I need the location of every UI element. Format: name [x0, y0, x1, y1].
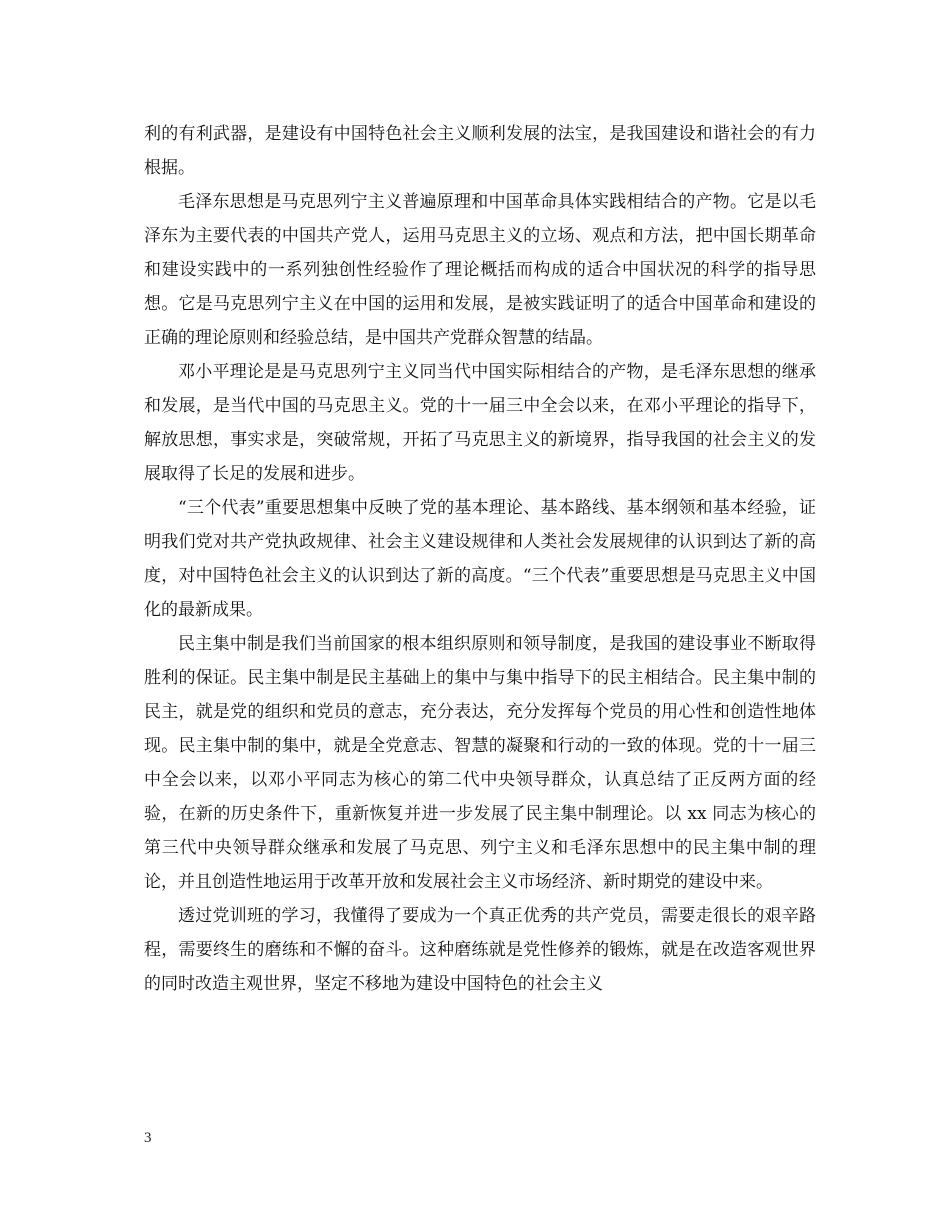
- document-body: [144, 117, 816, 1001]
- paragraph-party-training: 透过党训班的学习，我懂得了要成为一个真正优秀的共产党员，需要走很长的艰辛路程，需要终生的磨练和不懈的奋斗。这种磨练就是党性修养的锻炼，就是在改造客观世界的同时改造主观世界，坚定不移地为建设中国特色的社会主义: [144, 906, 816, 994]
- paragraph-three-represents: “三个代表”重要思想集中反映了党的基本理论、基本路线、基本纲领和基本经验，证明我们党对共产党执政规律、社会主义建设规律和人类社会发展规律的认识到达了新的高度，对中国特色社会主义的认识到达了新的高度。“三个代表”重要思想是马克思主义中国化的最新成果。: [144, 498, 816, 620]
- paragraph-mao-zedong-thought: 毛泽东思想是马克思列宁主义普遍原理和中国革命具体实践相结合的产物。它是以毛泽东为主要代表的中国共产党人，运用马克思主义的立场、观点和方法，把中国长期革命和建设实践中的一系列独创性经验作了理论概括而构成的适合中国状况的科学的指导思想。它是马克思列宁主义在中国的运用和发展，是被实践证明了的适合中国革命和建设的正确的理论原则和经验总结，是中国共产党群众智慧的结晶。: [144, 192, 816, 348]
- paragraph-democratic-centralism: 民主集中制是我们当前国家的根本组织原则和领导制度，是我国的建设事业不断取得胜利的保证。民主集中制是民主基础上的集中与集中指导下的民主相结合。民主集中制的民主，就是党的组织和党员的意志，充分表达，充分发挥每个党员的用心性和创造性地体现。民主集中制的集中，就是全党意志、智慧的凝聚和行动的一致的体现。党的十一届三中全会以来，以邓小平同志为核心的第二代中央领导群众，认真总结了正反两方面的经验，在新的历史条件下，重新恢复并进一步发展了民主集中制理论。以 xx 同志为核心的第三代中央领导群众继承和发展了马克思、列宁主义和毛泽东思想中的民主集中制的理论，并且创造性地运用于改革开放和发展社会主义市场经济、新时期党的建设中来。: [144, 634, 816, 892]
- page-number: 3: [144, 1130, 152, 1146]
- paragraph-continuation: 利的有利武器，是建设有中国特色社会主义顺利发展的法宝，是我国建设和谐社会的有力根据。: [144, 124, 816, 178]
- paragraph-deng-xiaoping-theory: 邓小平理论是是马克思列宁主义同当代中国实际相结合的产物，是毛泽东思想的继承和发展，是当代中国的马克思主义。党的十一届三中全会以来，在邓小平理论的指导下，解放思想，事实求是，突破常规，开拓了马克思主义的新境界，指导我国的社会主义的发展取得了长足的发展和进步。: [144, 362, 816, 484]
